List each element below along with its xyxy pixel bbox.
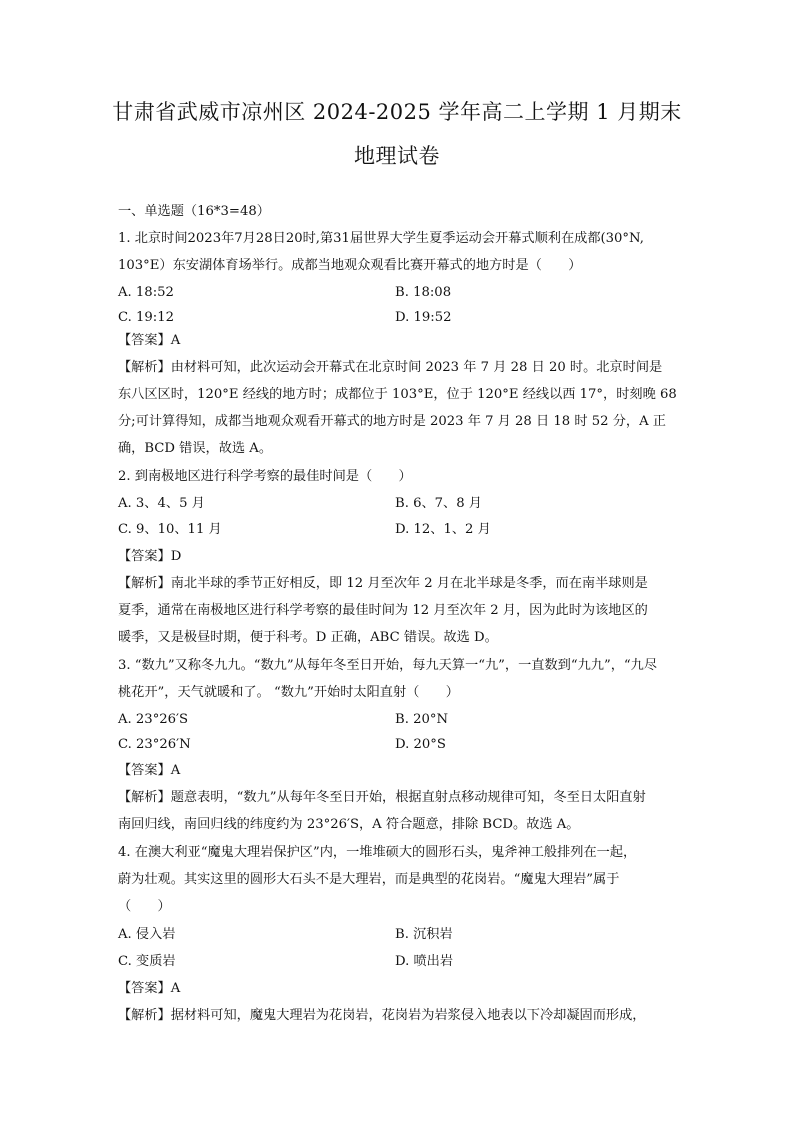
section-heading: 一、单选题（16*3=48） <box>118 204 270 219</box>
q4-stem-line1: 4. 在澳大利亚“魔鬼大理岩保护区”内，一堆堆硕大的圆形石头，鬼斧神工般排列在一起， <box>118 845 637 860</box>
q1-option-a: A. 18:52 <box>118 285 174 300</box>
q3-option-b: B. 20°N <box>395 712 448 727</box>
q1-option-d: D. 19:52 <box>395 310 452 325</box>
q2-option-b: B. 6、7、8 月 <box>395 496 482 511</box>
q1-option-c: C. 19:12 <box>118 310 175 325</box>
q2-option-c: C. 9、10、11 月 <box>118 522 222 537</box>
q4-option-a: A. 侵入岩 <box>118 927 176 942</box>
q1-option-b: B. 18:08 <box>395 285 452 300</box>
q4-option-c: C. 变质岩 <box>118 954 176 969</box>
q2-explanation-line1: 【解析】南北半球的季节正好相反，即 12 月至次年 2 月在北半球是冬季，而在南半球则是 <box>118 576 648 591</box>
q4-explanation-line1: 【解析】据材料可知，魔鬼大理岩为花岗岩，花岗岩为岩浆侵入地表以下冷却凝固而形成， <box>118 1008 646 1023</box>
q2-explanation-line2: 夏季，通常在南极地区进行科学考察的最佳时间为 12 月至次年 2 月，因为此时为该地区的 <box>118 603 648 618</box>
q2-explanation-line3: 暖季，又是极昼时期，便于科考。D 正确，ABC 错误。故选 D。 <box>118 630 498 645</box>
q1-stem-line1: 1. 北京时间2023年7月28日20时,第31届世界大学生夏季运动会开幕式顺利在成都(30°N, <box>118 231 644 246</box>
q1-answer: 【答案】A <box>118 333 181 348</box>
document-title: 甘肃省武威市凉州区 2024-2025 学年高二上学期 1 月期末 <box>112 100 682 124</box>
q2-answer: 【答案】D <box>118 549 182 564</box>
q4-stem-line3: （ ） <box>118 899 171 914</box>
q2-option-d: D. 12、1、2 月 <box>395 522 491 537</box>
q4-option-d: D. 喷出岩 <box>395 954 454 969</box>
q1-stem-line2: 103°E）东安湖体育场举行。成都当地观众观看比赛开幕式的地方时是（ ） <box>118 258 582 273</box>
q4-option-b: B. 沉积岩 <box>395 927 453 942</box>
q3-option-d: D. 20°S <box>395 737 446 752</box>
q3-stem-line1: 3. “数九”又称冬九九。“数九”从每年冬至日开始，每九天算一“九”，一直数到“九九”，“九尽 <box>118 658 658 673</box>
q2-option-a: A. 3、4、5 月 <box>118 496 205 511</box>
q3-option-c: C. 23°26′N <box>118 737 191 752</box>
q3-explanation-line1: 【解析】题意表明，“数九”从每年冬至日开始，根据直射点移动规律可知，冬至日太阳直射 <box>118 790 646 805</box>
q1-explanation-line4: 确，BCD 错误，故选 A。 <box>118 441 273 456</box>
q4-answer: 【答案】A <box>118 981 181 996</box>
q1-explanation-line1: 【解析】由材料可知，此次运动会开幕式在北京时间 2023 年 7 月 28 日 20 时。北京时间是 <box>118 360 663 375</box>
q3-answer: 【答案】A <box>118 763 181 778</box>
q3-option-a: A. 23°26′S <box>118 712 189 727</box>
q3-stem-line2: 桃花开”，天气就暖和了。 “数九”开始时太阳直射（ ） <box>118 685 459 700</box>
q2-stem: 2. 到南极地区进行科学考察的最佳时间是（ ） <box>118 469 412 484</box>
q4-stem-line2: 蔚为壮观。其实这里的圆形大石头不是大理岩，而是典型的花岗岩。“魔鬼大理岩”属于 <box>118 872 620 887</box>
q1-explanation-line3: 分;可计算得知，成都当地观众观看开幕式的地方时是 2023 年 7 月 28 日 18 时 52 分，A 正 <box>118 414 666 429</box>
q1-explanation-line2: 东八区区时，120°E 经线的地方时；成都位于 103°E，位于 120°E 经线以西 17°，时刻晚 68 <box>118 387 677 402</box>
document-subtitle: 地理试卷 <box>354 144 440 168</box>
q3-explanation-line2: 南回归线，南回归线的纬度约为 23°26′S，A 符合题意，排除 BCD。故选 A。 <box>118 817 580 832</box>
